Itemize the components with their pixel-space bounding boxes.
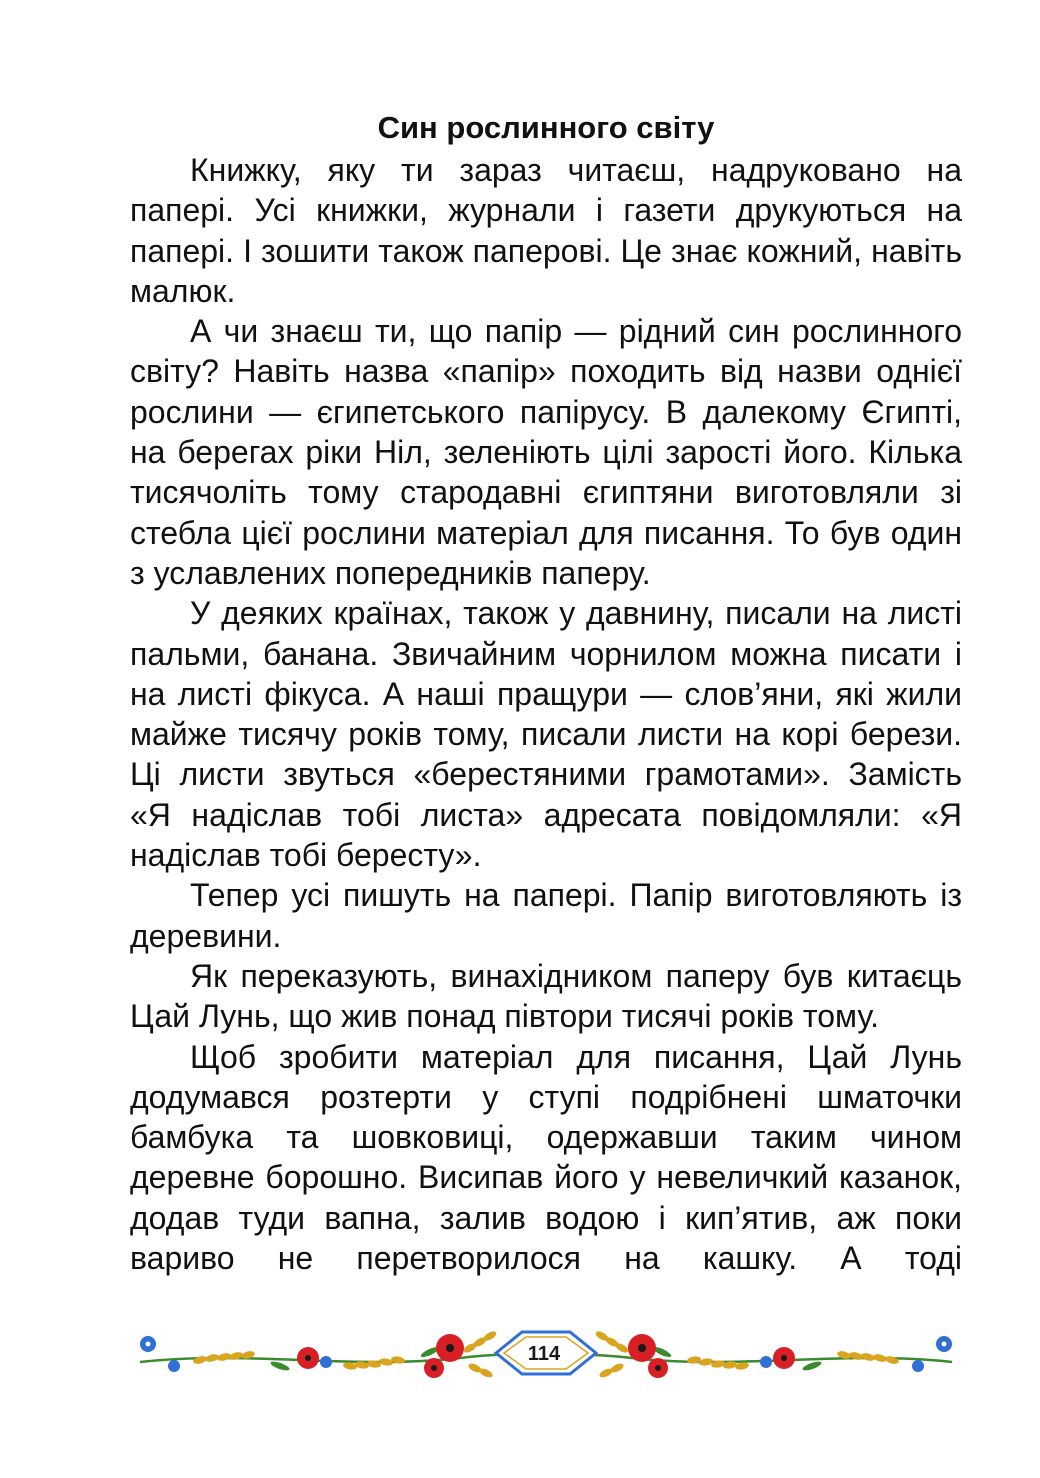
paragraph: Як переказують, винахідником паперу був китаєць Цай Лунь, що жив понад півтори тисячі років тому. [130, 957, 962, 1035]
paragraph: А чи знаєш ти, що папір — рідний син рослинного світу? Навіть назва «папір» походить від назви однієї рослини — єгипетського папірусу. В далекому Єгипті, на берегах ріки Ніл, зеленіють цілі зарості його. Кілька тисячоліть тому стародавні єгиптяни виготовляли зі стебла цієї рослини матеріал для писання. То був один з уславлених попередників паперу. [130, 313, 962, 591]
paragraph: Тепер усі пишуть на папері. Папір виготовляють із деревини. [130, 877, 962, 954]
page-title: Син рослинного світу [377, 110, 715, 145]
paragraph: Книжку, яку ти зараз читаєш, надруковано на папері. Усі книжки, журнали і газети друкуються на папері. І зошити також паперові. Це знає кожний, навіть малюк. [130, 152, 962, 309]
paragraph: У деяких країнах, також у давнину, писали на листі пальми, банана. Звичайним чорнилом можна писати і на листі фікуса. А наші пращури — слов’яни, які жили майже тисячу років тому, писали листи на корі берези. Ці листи звуться «берестяними грамотами». Замість «Я надіслав тобі листа» адресата повідомляли: «Я надіслав тобі бересту». [130, 595, 962, 874]
body-text [130, 150, 962, 1278]
page-number: 114 [527, 1343, 561, 1365]
paragraph: Щоб зробити матеріал для писання, Цай Лунь додумався розтерти у ступі подрібнені шматочки бамбука та шовковиці, одержавши таким чином деревне борошно. Висипав його у невеличкий казанок, додав туди вапна, залив водою і кип’ятив, аж поки вариво не перетворилося на кашку. А тоді [130, 1038, 962, 1277]
